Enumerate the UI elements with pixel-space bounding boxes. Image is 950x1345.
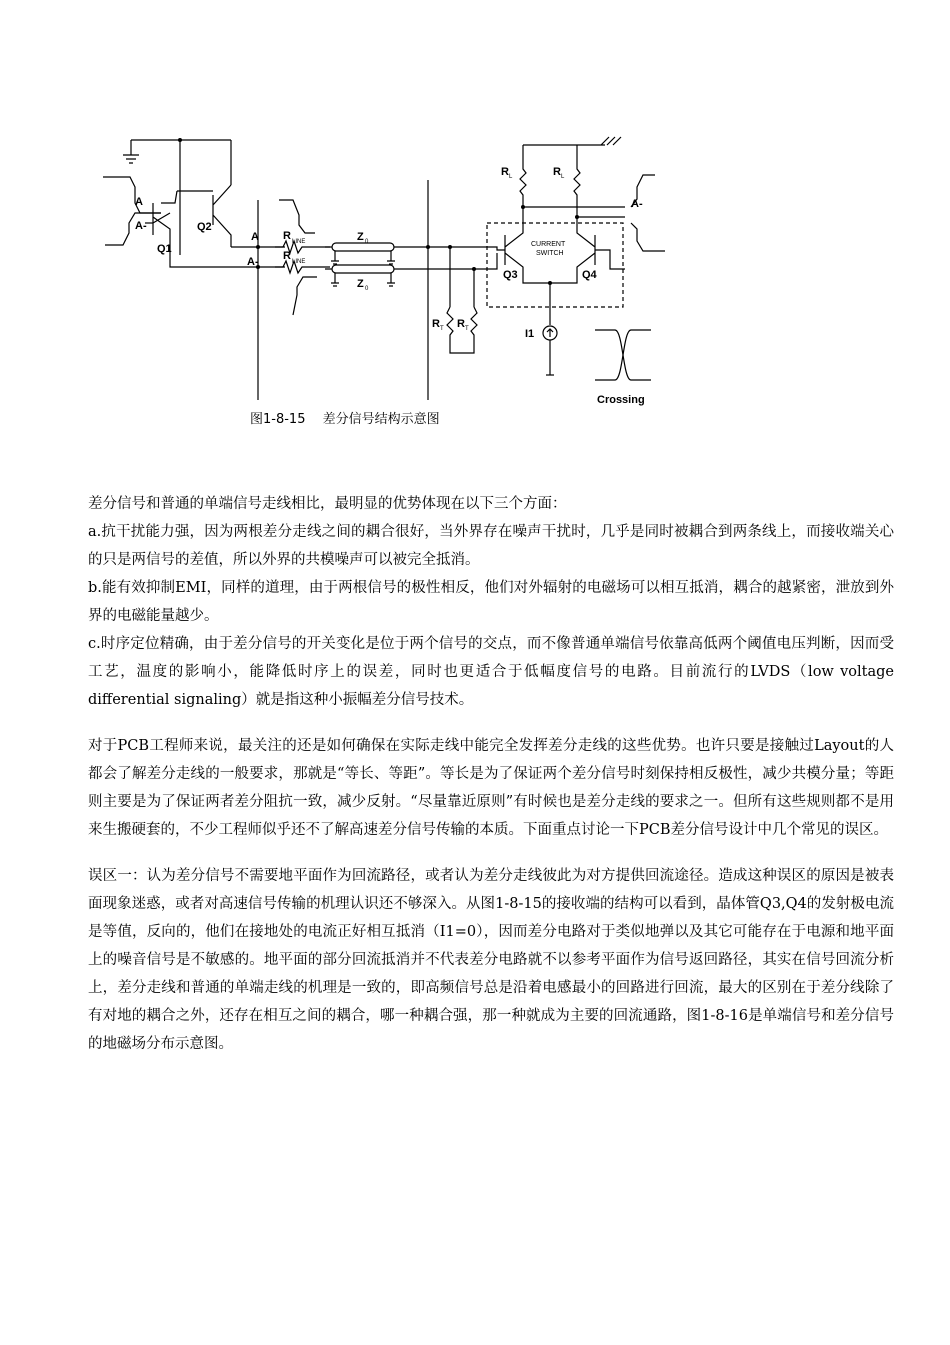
ground-symbol-right [523, 137, 621, 145]
current-switch-box [487, 223, 623, 307]
label-current: CURRENT [531, 241, 566, 248]
label-q4: Q4 [582, 269, 597, 281]
label-rline-1-sub: LINE [292, 239, 306, 245]
label-rt-1-sub: T [440, 326, 444, 332]
label-a-minus-in: A- [135, 220, 147, 232]
label-rt-2-sub: T [465, 326, 469, 332]
label-rline-2-sub: LINE [292, 259, 306, 265]
figure-caption: 图1-8-15 差分信号结构示意图 [250, 412, 440, 427]
label-q2: Q2 [197, 221, 212, 233]
label-a-minus-line: A- [247, 256, 259, 268]
label-rt-1: R [432, 318, 440, 330]
waveform-a-line [279, 200, 315, 233]
coax-z0-2 [332, 265, 394, 273]
supply-rail-left [131, 140, 231, 255]
emitter-lines [170, 247, 285, 267]
coax-z0-1 [332, 243, 394, 251]
paragraph-point-a: a.抗干扰能力强，因为两根差分走线之间的耦合很好，当外界存在噪声干扰时，几乎是同时被耦合到两条线上，而接收端关心的只是两信号的差值，所以外界的共模噪声可以被完全抵消。 [88, 524, 894, 568]
ground-symbol-left [123, 140, 139, 163]
paragraph-myth-one: 误区一：认为差分信号不需要地平面作为回流路径，或者认为差分走线彼此为对方提供回流途径。造成这种误区的原因是被表面现象迷惑，或者对高速信号传输的机理认识还不够深入。从图1-8-15的接收端的结构可以看到，晶体管Q3,Q4的发射极电流是等值，反向的，他们在接地处的电流正好相互抵消（I1=0），因而差分电路对于类似地弹以及其它可能存在于电源和地平面上的噪音信号是不敏感的。地平面的部分回流抵消并不代表差分电路就不以参考平面作为信号返回路径，其实在信号回流分析上，差分走线和普通的单端走线的机理是一致的，即高频信号总是沿着电感最小的回路进行回流，最大的区别在于差分线除了有对地的耦合之外，还存在相互之间的耦合，哪一种耦合强，那一种就成为主要的回流通路，图1-8-16是单端信号和差分信号的地磁场分布示意图。 [88, 868, 894, 1052]
waveform-a-minus-line [293, 277, 317, 315]
label-rl-2-sub: L [561, 174, 565, 180]
label-rline-1: R [283, 230, 291, 242]
label-switch: SWITCH [536, 250, 564, 257]
waveform-a-in [103, 177, 161, 213]
paragraph-point-b: b.能有效抑制EMI，同样的道理，由于两根信号的极性相反，他们对外辐射的电磁场可以相互抵消，耦合的越紧密，泄放到外界的电磁能量越少。 [88, 580, 894, 624]
label-a-in: A [135, 196, 143, 208]
label-q3: Q3 [503, 269, 518, 281]
label-i1: I1 [525, 328, 535, 340]
label-rl-1-sub: L [509, 174, 513, 180]
label-crossing: Crossing [597, 394, 645, 406]
label-a-line: A [251, 231, 259, 243]
q2-transistor [177, 185, 231, 247]
paragraph-point-c: c.时序定位精确，由于差分信号的开关变化是位于两个信号的交点，而不像普通单端信号依靠高低两个阈值电压判断，因而受工艺，温度的影响小，能降低时序上的误差，同时也更适合于低幅度信号的电路。目前流行的LVDS（low voltage differential signaling）就是指这种小振幅差分信号技术。 [88, 636, 894, 708]
termination-resistors [447, 247, 477, 353]
circuit-diagram [95, 125, 695, 435]
label-a-minus-out: A- [631, 198, 643, 210]
label-z0-2-sub: 0 [365, 286, 369, 292]
label-rl-1: R [501, 166, 509, 178]
paragraph-intro: 差分信号和普通的单端信号走线相比，最明显的优势体现在以下三个方面： [88, 496, 567, 512]
label-z0-2: Z [357, 278, 364, 290]
output-lines [523, 207, 625, 217]
label-q1: Q1 [157, 243, 172, 255]
waveform-a-out [631, 223, 665, 251]
article-body [88, 490, 894, 1076]
paragraph-pcb-engineers: 对于PCB工程师来说，最关注的还是如何确保在实际走线中能完全发挥差分走线的这些优势。也许只要是接触过Layout的人都会了解差分走线的一般要求，那就是“等长、等距”。等长是为了保证两个差分信号时刻保持相反极性，减少共模分量；等距则主要是为了保证两者差分阻抗一致，减少反射。“尽量靠近原则”有时候也是差分走线的要求之一。但所有这些规则都不是用来生搬硬套的，不少工程师似乎还不了解高速差分信号传输的本质。下面重点讨论一下PCB差分信号设计中几个常见的误区。 [88, 738, 894, 838]
label-rline-2: R [283, 250, 291, 262]
label-rt-2: R [457, 318, 465, 330]
circuit-svg [95, 125, 695, 435]
resistor-rl-2 [574, 145, 580, 217]
label-z0-1: Z [357, 231, 364, 243]
crossing-wave-2 [595, 330, 651, 380]
label-z0-1-sub: 0 [365, 239, 369, 245]
label-rl-2: R [553, 166, 561, 178]
